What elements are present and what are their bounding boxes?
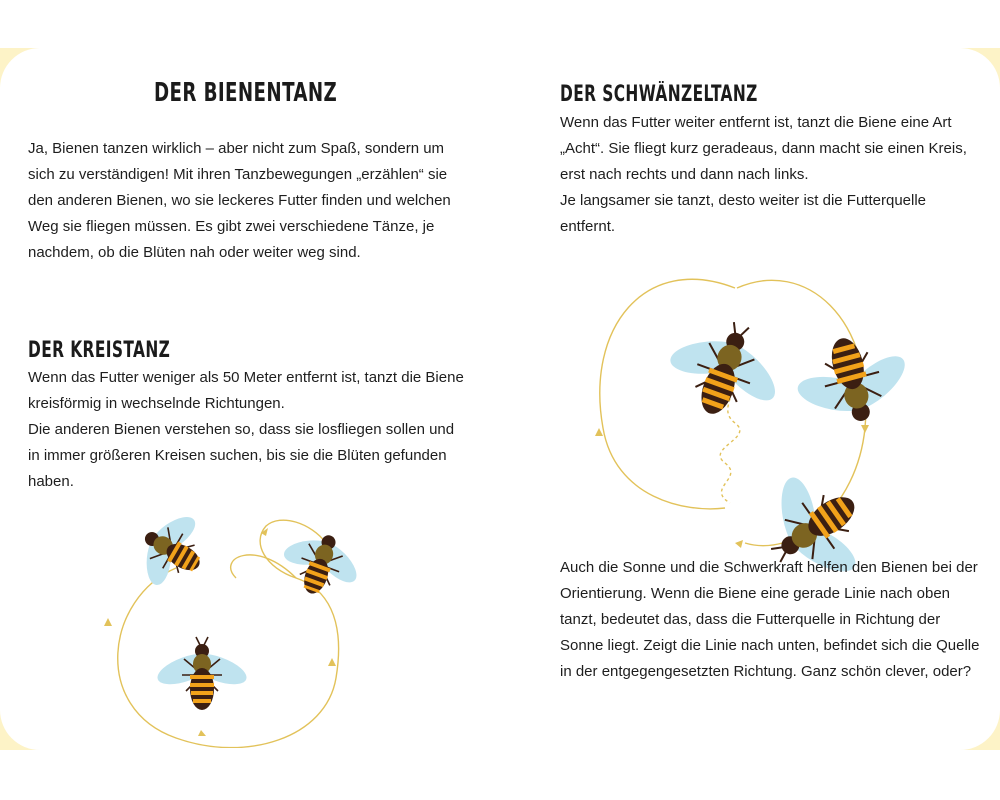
path-arrow bbox=[104, 618, 112, 626]
schwaenzeltanz-illustration bbox=[585, 258, 925, 588]
path-arrow bbox=[328, 658, 336, 666]
book-spread bbox=[0, 48, 1000, 750]
left-page bbox=[0, 48, 500, 750]
page-corner bbox=[0, 48, 40, 88]
bee bbox=[154, 637, 251, 710]
page-corner bbox=[960, 48, 1000, 88]
page-corner bbox=[960, 710, 1000, 750]
path-arrow bbox=[861, 425, 869, 433]
bee bbox=[782, 323, 922, 437]
intro-text: Ja, Bienen tanzen wirklich – aber nicht zum Spaß, sondern um sich zu verständigen! Mit ihren Tanzbewegungen „erzählen“ sie den anderen Bienen, wo sie leckeres Futter finden und welchen Weg sie fliegen müssen. Es gibt zwei verschiedene Tänze, je nachdem, ob die Blüten nah oder weiter weg sind. bbox=[28, 140, 451, 261]
bee bbox=[125, 499, 220, 603]
schwaenzeltanz-paragraph-1: Wenn das Futter weiter entfernt ist, tanzt die Biene eine Art „Acht“. Sie fliegt kurz geradeaus, dann macht sie einen Kreis, erst nach rechts und dann nach links. bbox=[560, 114, 967, 183]
intro-paragraph bbox=[28, 136, 468, 266]
page-corner bbox=[0, 710, 40, 750]
kreistanz-text bbox=[28, 365, 468, 495]
schwaenzeltanz-text bbox=[560, 110, 980, 240]
schwaenzeltanz-paragraph-2: Je langsamer sie tanzt, desto weiter ist die Futterquelle entfernt. bbox=[560, 192, 927, 235]
kreistanz-paragraph-2: Die anderen Bienen verstehen so, dass sie losfliegen sollen und in immer größeren Kreisen suchen, bis sie die Blüten gefunden haben. bbox=[28, 421, 455, 490]
schwaenzeltanz-heading: DER SCHWÄNZELTANZ bbox=[560, 82, 758, 107]
sonne-text bbox=[560, 555, 980, 685]
page-title: DER BIENENTANZ bbox=[154, 78, 338, 108]
bee bbox=[652, 304, 799, 434]
kreistanz-paragraph-1: Wenn das Futter weniger als 50 Meter entfernt ist, tanzt die Biene kreisförmig in wechselnde Richtungen. bbox=[28, 369, 464, 412]
kreistanz-heading: DER KREISTANZ bbox=[28, 338, 171, 363]
path-arrow bbox=[735, 540, 743, 548]
path-arrow bbox=[198, 730, 206, 736]
bee bbox=[270, 521, 371, 607]
path-arrow bbox=[595, 428, 603, 436]
kreistanz-illustration bbox=[96, 498, 376, 748]
sonne-paragraph: Auch die Sonne und die Schwerkraft helfen den Bienen bei der Orientierung. Wenn die Biene eine gerade Linie nach oben tanzt, bedeutet das, dass die Futterquelle in Richtung der Sonne liegt. Zeigt die Linie nach unten, befindet sich die Quelle in der entgegengesetzten Richtung. Ganz schön clever, oder? bbox=[560, 559, 980, 680]
